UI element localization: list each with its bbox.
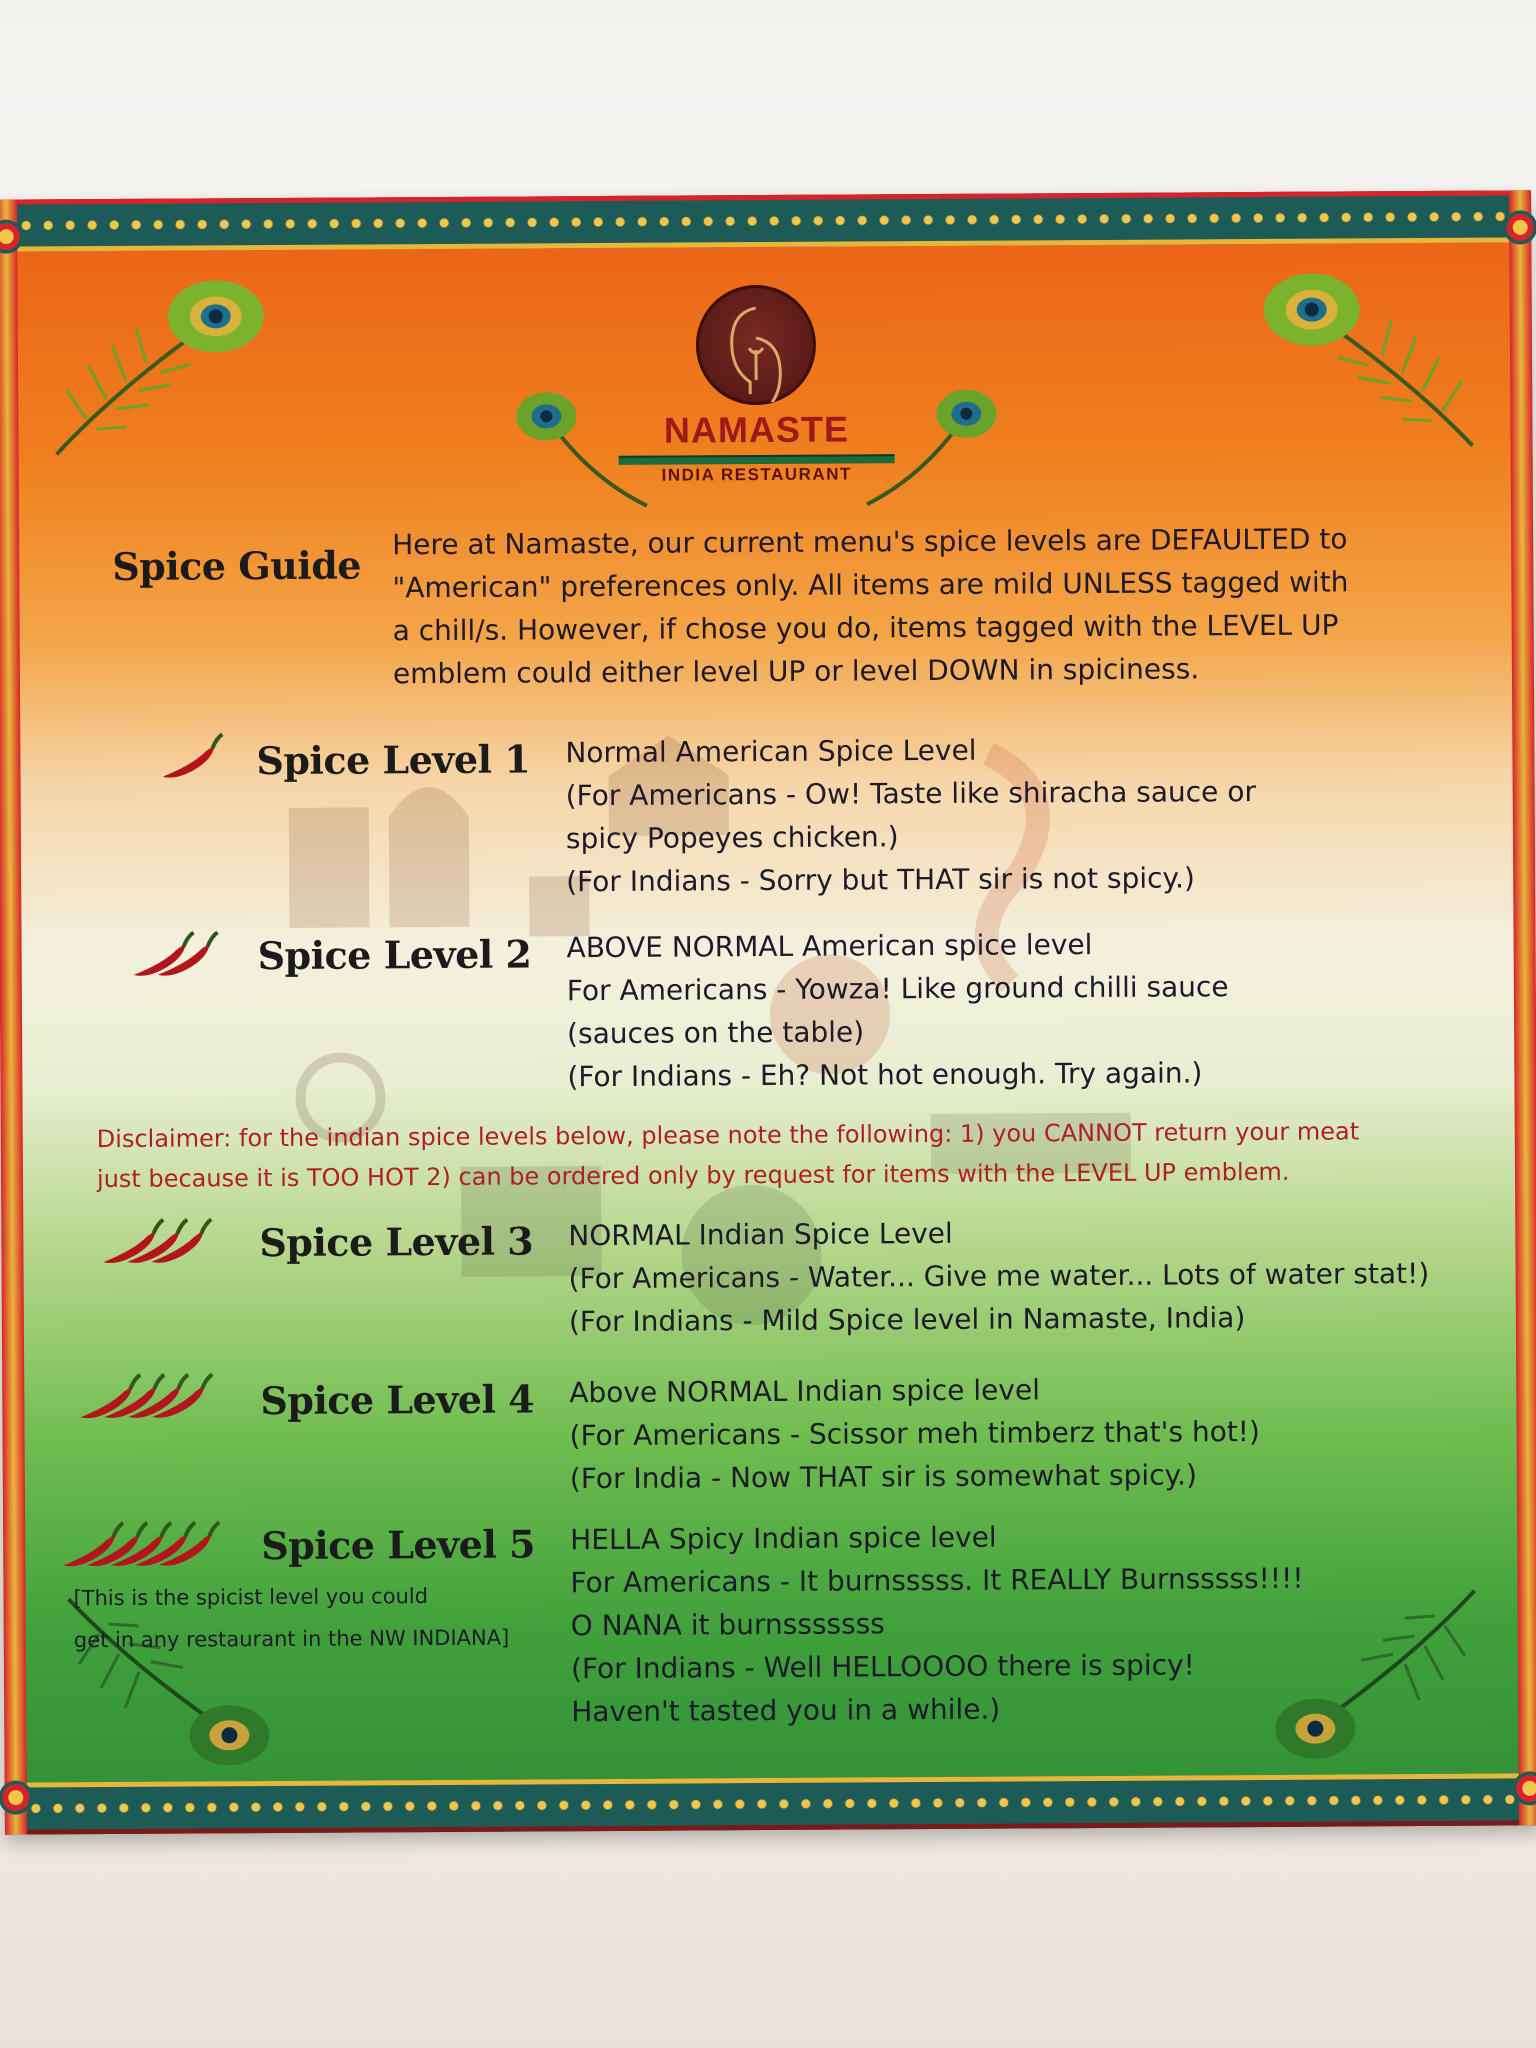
brand-divider	[619, 454, 895, 465]
description-line: For Americans - It burnsssss. It REALLY Burnsssss!!!!	[570, 1561, 1304, 1600]
spice-level-3-title: Spice Level 3	[259, 1218, 534, 1266]
intro-line: a chill/s. However, if chose you do, items tagged with the LEVEL UP	[392, 608, 1339, 648]
restaurant-logo	[506, 284, 1007, 517]
brand-subtitle: INDIA RESTAURANT	[661, 464, 852, 485]
spice-guide-title: Spice Guide	[112, 542, 362, 589]
description-line: (For Indians - Mild Spice level in Namaste, India)	[568, 1301, 1246, 1339]
description-line: (For Indians - Sorry but THAT sir is not spicy.)	[566, 861, 1196, 899]
intro-line: "American" preferences only. All items are mild UNLESS tagged with	[392, 565, 1349, 605]
disclaimer-line: Disclaimer: for the indian spice levels below, please note the following: 1) you CANNOT return your meat	[96, 1117, 1360, 1154]
brand-name: NAMASTE	[663, 408, 850, 451]
spice-level-1-description	[565, 727, 1256, 903]
spice-level-2-title: Spice Level 2	[257, 931, 532, 979]
poster-border-left	[0, 200, 27, 1835]
spice-level-5-description	[570, 1514, 1304, 1733]
peacock-feather-icon	[45, 258, 276, 459]
description-line: ABOVE NORMAL American spice level	[566, 928, 1093, 965]
description-line: Normal American Spice Level	[565, 733, 977, 770]
description-line: (For Americans - Ow! Taste like shiracha sauce or	[565, 775, 1257, 813]
spice-level-3-description	[568, 1209, 1429, 1343]
chili-rating-level-1	[158, 728, 224, 790]
description-line: Above NORMAL Indian spice level	[569, 1373, 1041, 1410]
chili-rating-level-3	[99, 1213, 213, 1276]
disclaimer-line: just because it is TOO HOT 2) can be ordered only by request for items with the LEVEL UP emblem.	[96, 1157, 1290, 1194]
description-line: Haven't tasted you in a while.)	[571, 1692, 1001, 1729]
spice-level-2-description	[566, 922, 1229, 1098]
description-line: (For Americans - Scissor meh timberz that's hot!)	[569, 1415, 1260, 1453]
intro-line: emblem could either level UP or level DOWN in spiciness.	[392, 652, 1200, 691]
spice-level-5-title: Spice Level 5	[261, 1521, 536, 1569]
intro-line: Here at Namaste, our current menu's spice levels are DEFAULTED to	[392, 522, 1348, 562]
note-line: get in any restaurant in the NW INDIANA]	[73, 1625, 510, 1653]
description-line: HELLA Spicy Indian spice level	[570, 1520, 997, 1557]
description-line: (For India - Now THAT sir is somewhat spicy.)	[569, 1458, 1198, 1496]
poster-border-right	[1509, 190, 1536, 1825]
spice-level-4-description	[569, 1367, 1260, 1500]
chili-rating-level-4	[76, 1368, 214, 1431]
description-line: spicy Popeyes chicken.)	[565, 820, 899, 856]
description-line: (sauces on the table)	[567, 1015, 865, 1051]
description-line: O NANA it burnsssssss	[570, 1607, 885, 1643]
disclaimer-text	[97, 1111, 1360, 1199]
description-line: For Americans - Yowza! Like ground chilli sauce	[566, 970, 1229, 1008]
corner-ornament	[1503, 210, 1536, 244]
peacock-feather-icon	[1251, 251, 1482, 452]
description-line: (For Indians - Eh? Not hot enough. Try again.)	[567, 1056, 1203, 1094]
spice-guide-poster	[0, 190, 1536, 1834]
chili-rating-level-2	[129, 926, 219, 989]
chili-pepper-icon	[162, 734, 222, 777]
spice-level-1-title: Spice Level 1	[256, 736, 531, 784]
description-line: NORMAL Indian Spice Level	[568, 1216, 953, 1253]
ganesha-logo-icon	[696, 285, 817, 406]
description-line: (For Americans - Water... Give me water... Lots of water stat!)	[568, 1256, 1430, 1296]
description-line: (For Indians - Well HELLOOOO there is spicy!	[570, 1648, 1195, 1686]
chili-rating-level-5	[59, 1516, 221, 1579]
spice-level-5-note	[73, 1575, 509, 1662]
note-line: [This is the spicist level you could	[73, 1584, 429, 1611]
spice-guide-intro	[392, 517, 1349, 695]
poster-border-top	[0, 190, 1531, 251]
spice-level-4-title: Spice Level 4	[260, 1376, 535, 1424]
